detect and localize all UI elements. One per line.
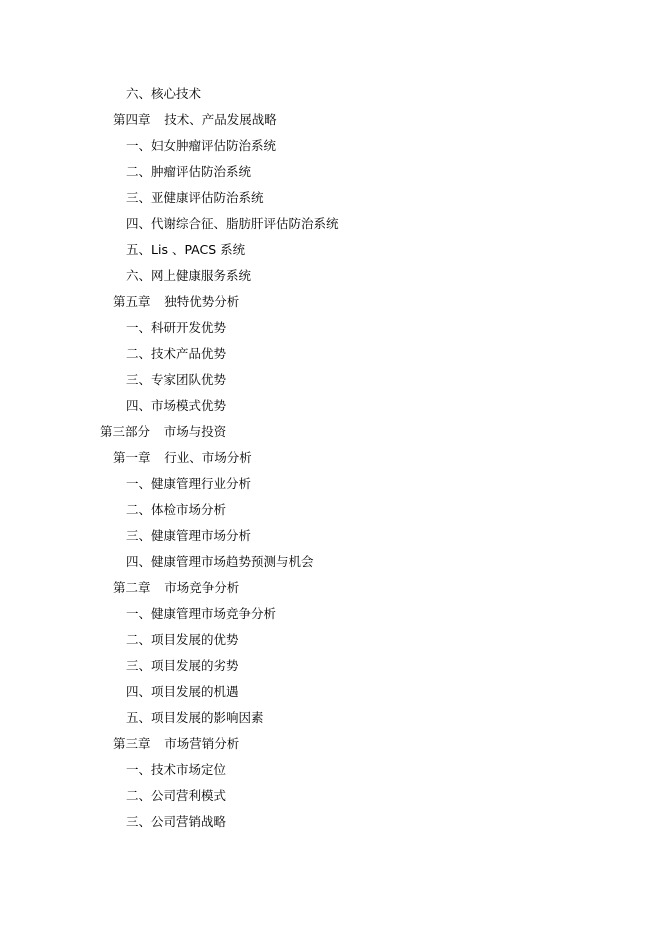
toc-entry-number: 第四章	[113, 112, 151, 127]
toc-part-entry	[0, 419, 662, 445]
toc-entry-number: 三、	[126, 658, 152, 673]
toc-entry-number: 三、	[126, 814, 152, 829]
toc-entry-title: 体检市场分析	[151, 502, 227, 517]
toc-entry-title: 项目发展的机遇	[151, 684, 239, 699]
toc-section-entry	[0, 705, 662, 731]
toc-section-entry	[0, 393, 662, 419]
toc-section-entry	[0, 159, 662, 185]
toc-entry-number: 四、	[126, 216, 152, 231]
toc-section-entry	[0, 549, 662, 575]
toc-entry-number: 四、	[126, 684, 152, 699]
toc-entry-title: 项目发展的影响因素	[151, 710, 264, 725]
toc-entry-title: 核心技术	[151, 86, 202, 101]
toc-section-entry	[0, 757, 662, 783]
toc-entry-number: 第三部分	[100, 424, 151, 439]
toc-chapter-entry	[0, 107, 662, 133]
toc-section-entry	[0, 81, 662, 107]
toc-entry-number: 第二章	[113, 580, 151, 595]
toc-entry-number: 一、	[126, 138, 152, 153]
toc-chapter-entry	[0, 731, 662, 757]
toc-entry-title: 科研开发优势	[151, 320, 227, 335]
toc-entry-title: 健康管理市场分析	[151, 528, 252, 543]
toc-entry-number: 一、	[126, 762, 152, 777]
toc-entry-number: 一、	[126, 476, 152, 491]
toc-entry-number: 一、	[126, 320, 152, 335]
toc-section-entry	[0, 653, 662, 679]
table-of-contents	[0, 81, 662, 835]
toc-entry-number: 四、	[126, 554, 152, 569]
toc-entry-title: 健康管理市场趋势预测与机会	[151, 554, 314, 569]
toc-entry-title: 独特优势分析	[164, 294, 240, 309]
toc-section-entry	[0, 471, 662, 497]
toc-section-entry	[0, 237, 662, 263]
toc-entry-title: 健康管理市场竞争分析	[151, 606, 277, 621]
toc-section-entry	[0, 315, 662, 341]
toc-entry-number: 第五章	[113, 294, 151, 309]
toc-section-entry	[0, 341, 662, 367]
toc-section-entry	[0, 601, 662, 627]
toc-entry-number: 一、	[126, 606, 152, 621]
toc-entry-title: 项目发展的优势	[151, 632, 239, 647]
toc-entry-number: 二、	[126, 164, 152, 179]
toc-section-entry	[0, 783, 662, 809]
toc-entry-number: 三、	[126, 372, 152, 387]
toc-entry-title: 健康管理行业分析	[151, 476, 252, 491]
toc-entry-number: 五、	[126, 242, 152, 257]
toc-entry-title: 技术产品优势	[151, 346, 227, 361]
toc-entry-title: 市场模式优势	[151, 398, 227, 413]
toc-entry-number: 第三章	[113, 736, 151, 751]
toc-section-entry	[0, 497, 662, 523]
toc-entry-title: 专家团队优势	[151, 372, 227, 387]
toc-chapter-entry	[0, 289, 662, 315]
toc-chapter-entry	[0, 575, 662, 601]
toc-entry-number: 二、	[126, 502, 152, 517]
toc-entry-title: 项目发展的劣势	[151, 658, 239, 673]
toc-entry-number: 五、	[126, 710, 152, 725]
toc-section-entry	[0, 263, 662, 289]
toc-entry-title: 技术、产品发展战略	[164, 112, 277, 127]
toc-section-entry	[0, 627, 662, 653]
toc-entry-number: 第一章	[113, 450, 151, 465]
toc-entry-title: 亚健康评估防治系统	[151, 190, 264, 205]
toc-section-entry	[0, 133, 662, 159]
toc-section-entry	[0, 211, 662, 237]
toc-entry-title: Lis 、PACS 系统	[151, 242, 246, 257]
toc-entry-title: 公司营销战略	[151, 814, 227, 829]
toc-entry-title: 技术市场定位	[151, 762, 227, 777]
toc-entry-number: 六、	[126, 268, 152, 283]
toc-chapter-entry	[0, 445, 662, 471]
toc-entry-number: 二、	[126, 632, 152, 647]
toc-entry-title: 市场竞争分析	[164, 580, 240, 595]
toc-section-entry	[0, 523, 662, 549]
toc-entry-number: 二、	[126, 346, 152, 361]
toc-entry-title: 市场与投资	[163, 424, 227, 439]
toc-entry-number: 三、	[126, 528, 152, 543]
toc-section-entry	[0, 809, 662, 835]
toc-section-entry	[0, 367, 662, 393]
toc-entry-title: 网上健康服务系统	[151, 268, 252, 283]
toc-entry-number: 三、	[126, 190, 152, 205]
toc-section-entry	[0, 679, 662, 705]
toc-entry-title: 行业、市场分析	[164, 450, 252, 465]
toc-entry-number: 二、	[126, 788, 152, 803]
toc-entry-number: 六、	[126, 86, 152, 101]
toc-entry-title: 代谢综合征、脂肪肝评估防治系统	[151, 216, 339, 231]
toc-entry-title: 肿瘤评估防治系统	[151, 164, 252, 179]
toc-entry-title: 妇女肿瘤评估防治系统	[151, 138, 277, 153]
toc-entry-title: 公司营利模式	[151, 788, 227, 803]
toc-entry-title: 市场营销分析	[164, 736, 240, 751]
toc-section-entry	[0, 185, 662, 211]
toc-entry-number: 四、	[126, 398, 152, 413]
